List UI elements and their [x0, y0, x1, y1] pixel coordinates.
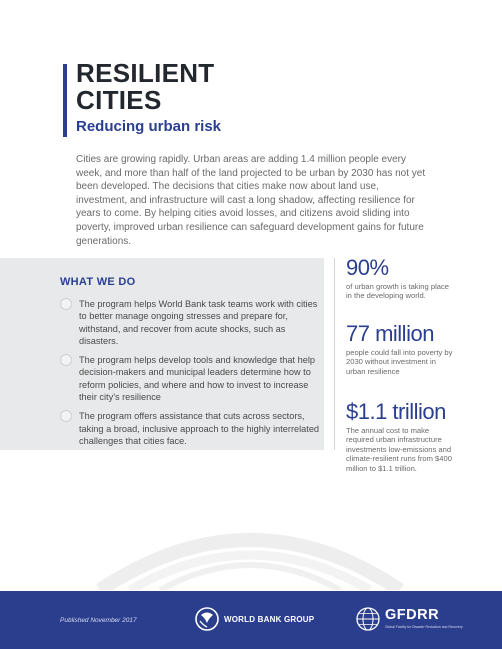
- what-we-do-heading: WHAT WE DO: [60, 276, 136, 288]
- list-item-text: The program offers assistance that cuts across sectors, taking a broad, inclusive approach to the highly interrelated challenges that cities face.: [79, 411, 320, 446]
- page-subtitle: Reducing urban risk: [76, 118, 222, 135]
- title-line-2: CITIES: [76, 85, 162, 115]
- stat-value: 90%: [346, 255, 389, 280]
- gfdrr-globe-icon: [355, 606, 381, 632]
- world-bank-globe-icon: [194, 606, 220, 632]
- gfdrr-wordmark: GFDRR: [385, 607, 440, 623]
- list-item: [60, 410, 320, 447]
- list-item: [60, 354, 320, 403]
- list-item-text: The program helps develop tools and knowledge that help decision-makers and municipal leaders determine how to reform policies, and where and how to invest to increase their city's resilience: [79, 355, 315, 403]
- stat-description: The annual cost to make required urban infrastructure investments low-emissions and climate-resilient runs from $400 million to $1.1 trillion.: [346, 426, 452, 473]
- intro-paragraph: Cities are growing rapidly. Urban areas are adding 1.4 million people every week, and more than half of the land projected to be urban by 2030 has not yet been developed. The decisions that cities make now about land use, investment, and infrastructure will cast a long shadow, affecting resilience for years to come. By helping cities avoid losses, and citizens avoid sliding into poverty, improved urban resilience can safeguard development gains for future generations.: [76, 154, 426, 247]
- title-accent-bar: [63, 64, 67, 137]
- list-item: [60, 298, 320, 347]
- publish-date: Published November 2017: [60, 617, 137, 624]
- bullet-icon: [60, 410, 72, 422]
- stat-block: [346, 322, 456, 376]
- bullet-icon: [60, 354, 72, 366]
- stat-value: 77 million: [346, 321, 434, 346]
- world-bank-group-wordmark: WORLD BANK GROUP: [224, 615, 315, 624]
- stat-block: [346, 256, 456, 301]
- stat-block: [346, 400, 456, 473]
- globe-watermark-icon: [0, 520, 502, 590]
- bullet-icon: [60, 298, 72, 310]
- page-title: [76, 60, 215, 114]
- stat-description: people could fall into poverty by 2030 without investment in urban resilience: [346, 348, 453, 376]
- gfdrr-tagline: Global Facility for Disaster Reduction and Recovery: [385, 625, 463, 629]
- what-we-do-list: [60, 298, 320, 454]
- list-item-text: The program helps World Bank task teams work with cities to better manage ongoing stresses and prepare for, withstand, and recover from acute shocks, such as disasters.: [79, 299, 318, 346]
- stat-value: $1.1 trillion: [346, 399, 446, 424]
- stats-divider: [334, 258, 335, 450]
- title-line-1: RESILIENT: [76, 58, 215, 88]
- stat-description: of urban growth is taking place in the developing world.: [346, 282, 449, 301]
